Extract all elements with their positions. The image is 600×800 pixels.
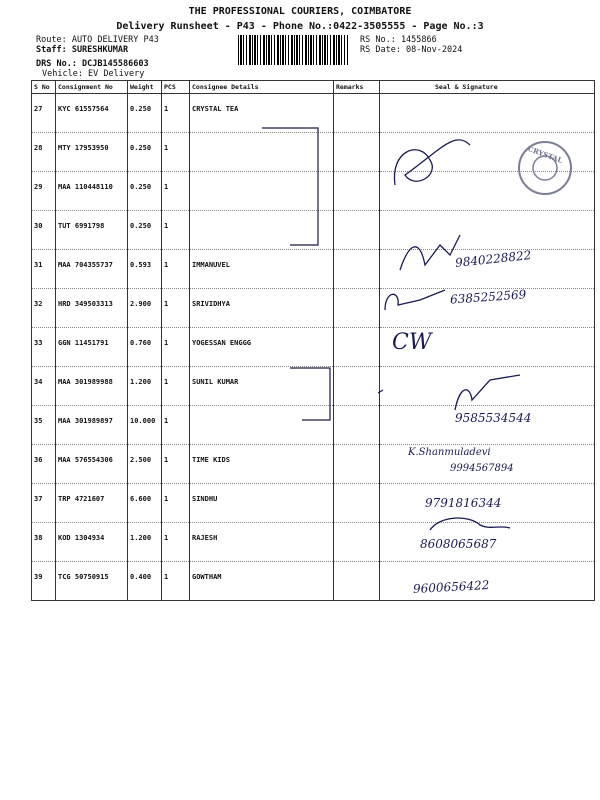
handwritten-phone: 8608065687 <box>420 537 497 551</box>
cell-consignment: MAA 301989897 <box>56 406 128 445</box>
handwritten-phone: 6385252569 <box>449 287 527 307</box>
bracket-mark <box>262 128 318 245</box>
cell-consignee: TIME KIDS <box>190 445 334 484</box>
cell-weight: 1.200 <box>128 523 162 562</box>
cell-consignee: SINDHU <box>190 484 334 523</box>
cell-consignment: KYC 61557564 <box>56 94 128 133</box>
rs-number: RS No.: 1455866 <box>360 35 437 45</box>
cell-pcs: 1 <box>162 484 190 523</box>
cell-consignment: MAA 110448110 <box>56 172 128 211</box>
cell-consignment: GGN 11451791 <box>56 328 128 367</box>
col-consignment: Consignment No <box>56 81 128 94</box>
cell-pcs: 1 <box>162 367 190 406</box>
col-weight: Weight <box>128 81 162 94</box>
route-label: Route: AUTO DELIVERY P43 <box>36 35 159 45</box>
stamp-text: CRYSTAL <box>526 144 564 165</box>
cell-consignment: MTY 17953950 <box>56 133 128 172</box>
cell-weight: 0.250 <box>128 211 162 250</box>
handwritten-phone: 9994567894 <box>450 463 514 474</box>
cell-sno: 31 <box>32 250 56 289</box>
cell-pcs: 1 <box>162 328 190 367</box>
handwritten-phone: 9791816344 <box>425 496 502 510</box>
cell-pcs: 1 <box>162 250 190 289</box>
cell-sno: 39 <box>32 562 56 601</box>
cell-weight: 2.500 <box>128 445 162 484</box>
cell-weight: 0.250 <box>128 94 162 133</box>
cell-sno: 38 <box>32 523 56 562</box>
cell-consignment: KOD 1304934 <box>56 523 128 562</box>
cell-sno: 29 <box>32 172 56 211</box>
cell-consignment: MAA 576554306 <box>56 445 128 484</box>
cell-consignment: TCG 50750915 <box>56 562 128 601</box>
cell-weight: 0.400 <box>128 562 162 601</box>
cell-pcs: 1 <box>162 289 190 328</box>
cell-weight: 2.900 <box>128 289 162 328</box>
cell-consignee: CRYSTAL TEA <box>190 94 334 133</box>
cell-pcs: 1 <box>162 133 190 172</box>
cell-consignee: RAJESH <box>190 523 334 562</box>
cell-weight: 1.200 <box>128 367 162 406</box>
col-signature: Seal & Signature <box>380 81 595 94</box>
cell-sno: 27 <box>32 94 56 133</box>
cell-pcs: 1 <box>162 406 190 445</box>
handwritten-phone: 9840228822 <box>454 248 532 270</box>
cell-weight: 0.760 <box>128 328 162 367</box>
cell-weight: 0.593 <box>128 250 162 289</box>
cell-consignment: HRD 349503313 <box>56 289 128 328</box>
cell-pcs: 1 <box>162 94 190 133</box>
cell-consignee: SUNIL KUMAR <box>190 367 334 406</box>
cell-sno: 37 <box>32 484 56 523</box>
cell-sno: 34 <box>32 367 56 406</box>
signature-mark <box>455 375 520 410</box>
cell-pcs: 1 <box>162 523 190 562</box>
tick-mark <box>378 390 383 393</box>
cell-consignee: GOWTHAM <box>190 562 334 601</box>
col-consignee: Consignee Details <box>190 81 334 94</box>
company-title: THE PROFESSIONAL COURIERS, COIMBATORE <box>188 6 412 17</box>
cell-consignee: YOGESSAN ENGGG <box>190 328 334 367</box>
handwritten-note: CW <box>392 330 432 355</box>
bracket-mark <box>290 368 330 420</box>
cell-pcs: 1 <box>162 211 190 250</box>
cell-sno: 28 <box>32 133 56 172</box>
runsheet-subtitle: Delivery Runsheet - P43 - Phone No.:0422-3505555 - Page No.:3 <box>116 21 484 32</box>
cell-weight: 10.000 <box>128 406 162 445</box>
cell-sno: 36 <box>32 445 56 484</box>
drs-number: DRS No.: DCJB145586603 <box>36 59 149 69</box>
col-pcs: PCS <box>162 81 190 94</box>
signature-mark <box>385 290 445 310</box>
cell-sno: 30 <box>32 211 56 250</box>
staff-label: Staff: SURESHKUMAR <box>36 45 129 55</box>
cell-sno: 33 <box>32 328 56 367</box>
cell-sno: 35 <box>32 406 56 445</box>
cell-weight: 0.250 <box>128 172 162 211</box>
col-remarks: Remarks <box>334 81 380 94</box>
rs-date: RS Date: 08-Nov-2024 <box>360 45 463 55</box>
cell-consignee: IMMANUVEL <box>190 250 334 289</box>
cell-sno: 32 <box>32 289 56 328</box>
cell-consignment: TRP 4721607 <box>56 484 128 523</box>
signature-mark <box>394 140 470 185</box>
cell-weight: 6.600 <box>128 484 162 523</box>
vehicle-label: Vehicle: EV Delivery <box>42 69 145 79</box>
cell-consignment: TUT 6991798 <box>56 211 128 250</box>
cell-consignment: MAA 301989988 <box>56 367 128 406</box>
cell-pcs: 1 <box>162 562 190 601</box>
signature-mark <box>400 235 460 270</box>
cell-weight: 0.250 <box>128 133 162 172</box>
handwritten-phone: 9600656422 <box>412 578 490 596</box>
cell-consignment: MAA 704355737 <box>56 250 128 289</box>
handwritten-phone: 9585534544 <box>455 411 532 425</box>
cell-consignee: SRIVIDHYA <box>190 289 334 328</box>
handwritten-name: K.Shanmuladevi <box>408 447 491 458</box>
cell-pcs: 1 <box>162 172 190 211</box>
cell-pcs: 1 <box>162 445 190 484</box>
signature-mark <box>430 518 510 530</box>
col-sno: S No <box>32 81 56 94</box>
